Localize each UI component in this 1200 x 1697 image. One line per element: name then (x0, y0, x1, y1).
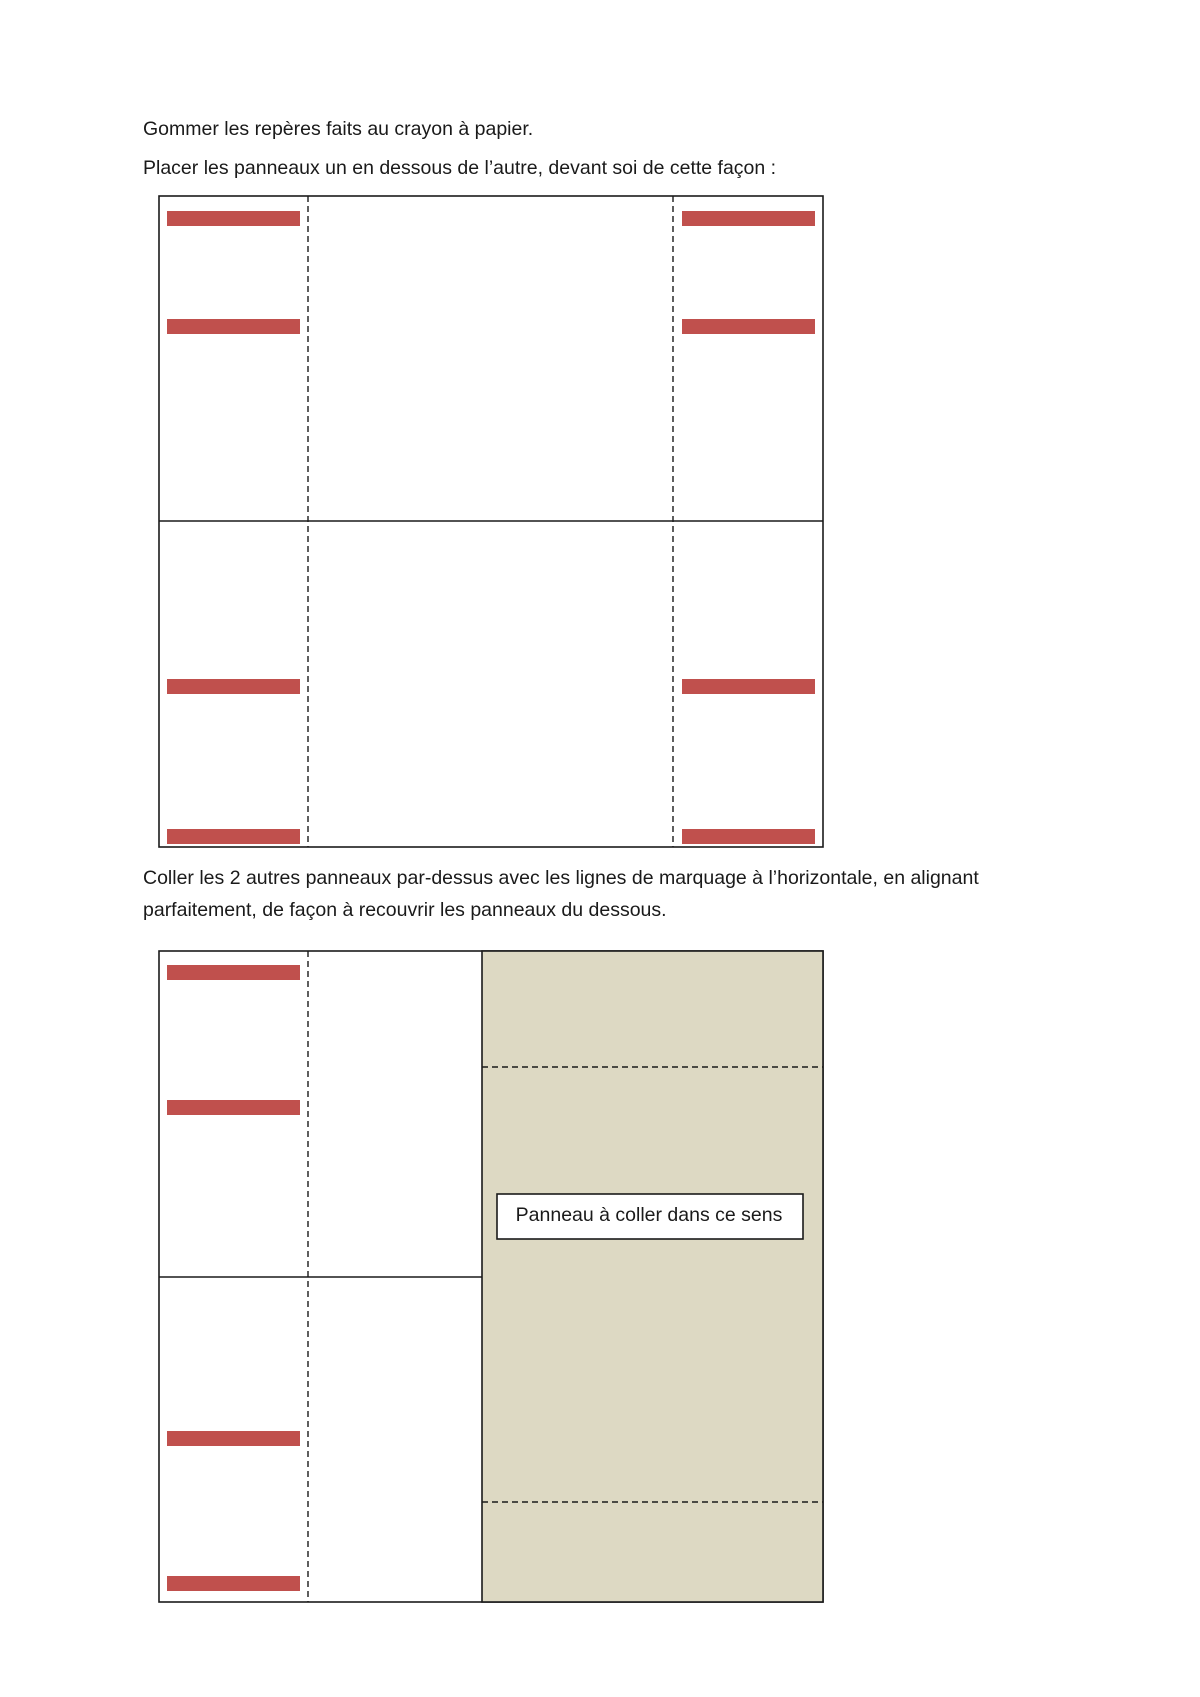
panel-label: Panneau à coller dans ce sens (515, 1204, 783, 1226)
diagram-2-left-marker-2 (167, 1100, 300, 1115)
overlay-panel (482, 951, 823, 1602)
instruction-place: Placer les panneaux un en dessous de l’autre, devant soi de cette façon : (143, 157, 777, 179)
instruction-glue-line-1: Coller les 2 autres panneaux par-dessus avec les lignes de marquage à l’horizontale, en alignant (143, 867, 979, 889)
diagram-2-left-marker-4 (167, 1576, 300, 1591)
instruction-erase: Gommer les repères faits au crayon à papier. (143, 118, 534, 140)
diagram-2-left-marker-3 (167, 1431, 300, 1446)
instruction-glue-line-2: parfaitement, de façon à recouvrir les panneaux du dessous. (143, 899, 667, 921)
diagram-2-left-marker-1 (167, 965, 300, 980)
